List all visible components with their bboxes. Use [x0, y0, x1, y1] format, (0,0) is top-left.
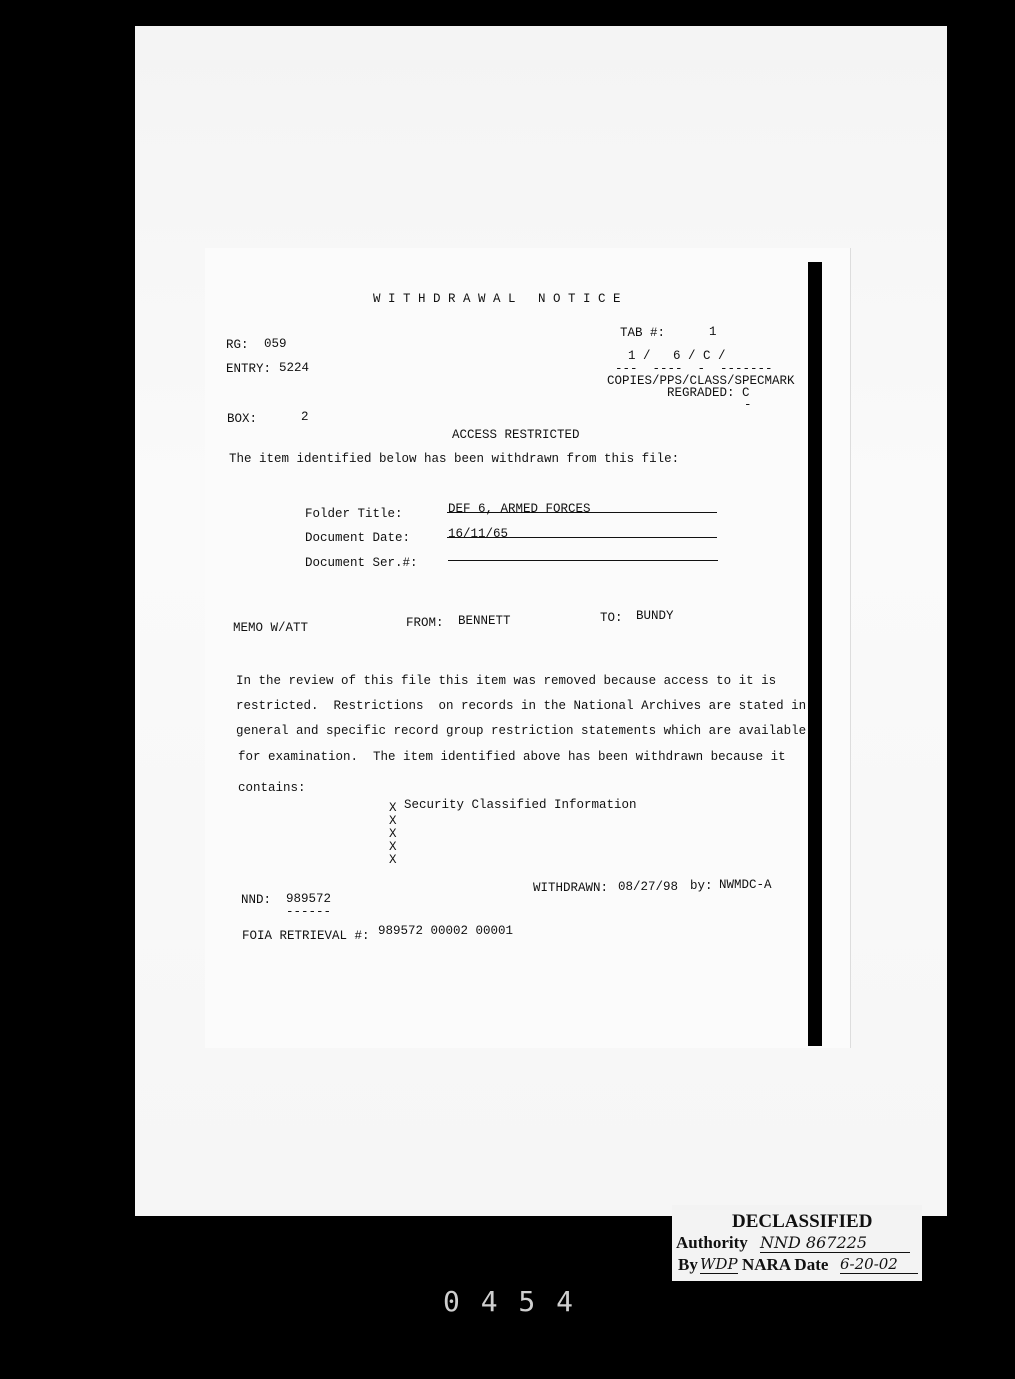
rg-label: RG: — [226, 338, 249, 352]
box-label: BOX: — [227, 412, 258, 426]
regraded-dash: - — [744, 398, 752, 412]
nnd-value: 989572 — [286, 892, 332, 906]
check-mark: X — [389, 814, 397, 828]
folder-title-label: Folder Title: — [305, 507, 403, 521]
rg-value: 059 — [264, 337, 287, 351]
body-line: contains: — [238, 781, 306, 795]
notice-title: W I T H D R A W A L N O T I C E — [373, 292, 621, 306]
authority-value: NND 867225 — [760, 1233, 910, 1253]
body-line: general and specific record group restriction statements which are available — [236, 724, 807, 738]
access-restricted-heading: ACCESS RESTRICTED — [452, 428, 580, 442]
from-value: BENNETT — [458, 614, 511, 628]
to-label: TO: — [600, 611, 623, 625]
foia-value: 989572 00002 00001 — [378, 924, 514, 938]
withdrawn-label: WITHDRAWN: — [533, 881, 609, 895]
document-ser-label: Document Ser.#: — [305, 556, 418, 570]
edge-black-bar — [808, 262, 822, 1046]
body-line: In the review of this file this item was removed because access to it is — [236, 674, 777, 688]
frame-number: 0 4 5 4 — [443, 1285, 576, 1318]
from-label: FROM: — [406, 616, 444, 630]
tab-label: TAB #: — [620, 326, 666, 340]
nara-date-value: 6-20-02 — [840, 1255, 918, 1274]
foia-label: FOIA RETRIEVAL #: — [242, 929, 370, 943]
nara-date-label: NARA Date — [742, 1255, 829, 1274]
box-value: 2 — [301, 410, 309, 424]
document-date-label: Document Date: — [305, 531, 411, 545]
body-line: for examination. The item identified above has been withdrawn because it — [238, 750, 786, 764]
withdrawn-by-value: NWMDC-A — [719, 878, 772, 892]
entry-label: ENTRY: — [226, 362, 272, 376]
tab-value: 1 — [709, 325, 717, 339]
to-value: BUNDY — [636, 609, 674, 623]
authority-label: Authority — [676, 1233, 748, 1252]
withdrawn-by-label: by: — [690, 879, 713, 893]
document-ser-underline — [448, 560, 718, 561]
regraded-label: REGRADED: — [667, 386, 735, 400]
check-mark: X — [389, 853, 397, 867]
withdrawn-date: 08/27/98 — [618, 880, 679, 894]
copies-header: COPIES/PPS/CLASS/SPECMARK — [607, 374, 795, 388]
check-mark: X — [389, 840, 397, 854]
check-mark: X — [389, 827, 397, 841]
copies-dashes: --- ---- - ------- — [615, 362, 773, 376]
regraded-value: C — [742, 386, 750, 400]
folder-title-underline — [447, 512, 717, 513]
folder-title-value: DEF 6, ARMED FORCES — [448, 502, 591, 516]
document-date-value: 16/11/65 — [448, 527, 509, 541]
by-label: By — [678, 1255, 698, 1274]
by-initials: WDP — [700, 1255, 738, 1273]
nnd-label: NND: — [241, 893, 272, 907]
intro-text: The item identified below has been withdrawn from this file: — [229, 452, 680, 466]
copies-values: 1 / 6 / C / — [628, 349, 726, 363]
check-mark: X — [389, 801, 397, 815]
declassified-heading: DECLASSIFIED — [732, 1211, 873, 1232]
body-line: restricted. Restrictions on records in the National Archives are stated in — [236, 699, 807, 713]
document-date-underline — [447, 537, 717, 538]
entry-value: 5224 — [279, 361, 310, 375]
nnd-dashes: ------ — [286, 905, 332, 919]
document-type: MEMO W/ATT — [233, 621, 309, 635]
check-label: Security Classified Information — [404, 798, 637, 812]
declassified-stamp — [672, 1205, 922, 1281]
